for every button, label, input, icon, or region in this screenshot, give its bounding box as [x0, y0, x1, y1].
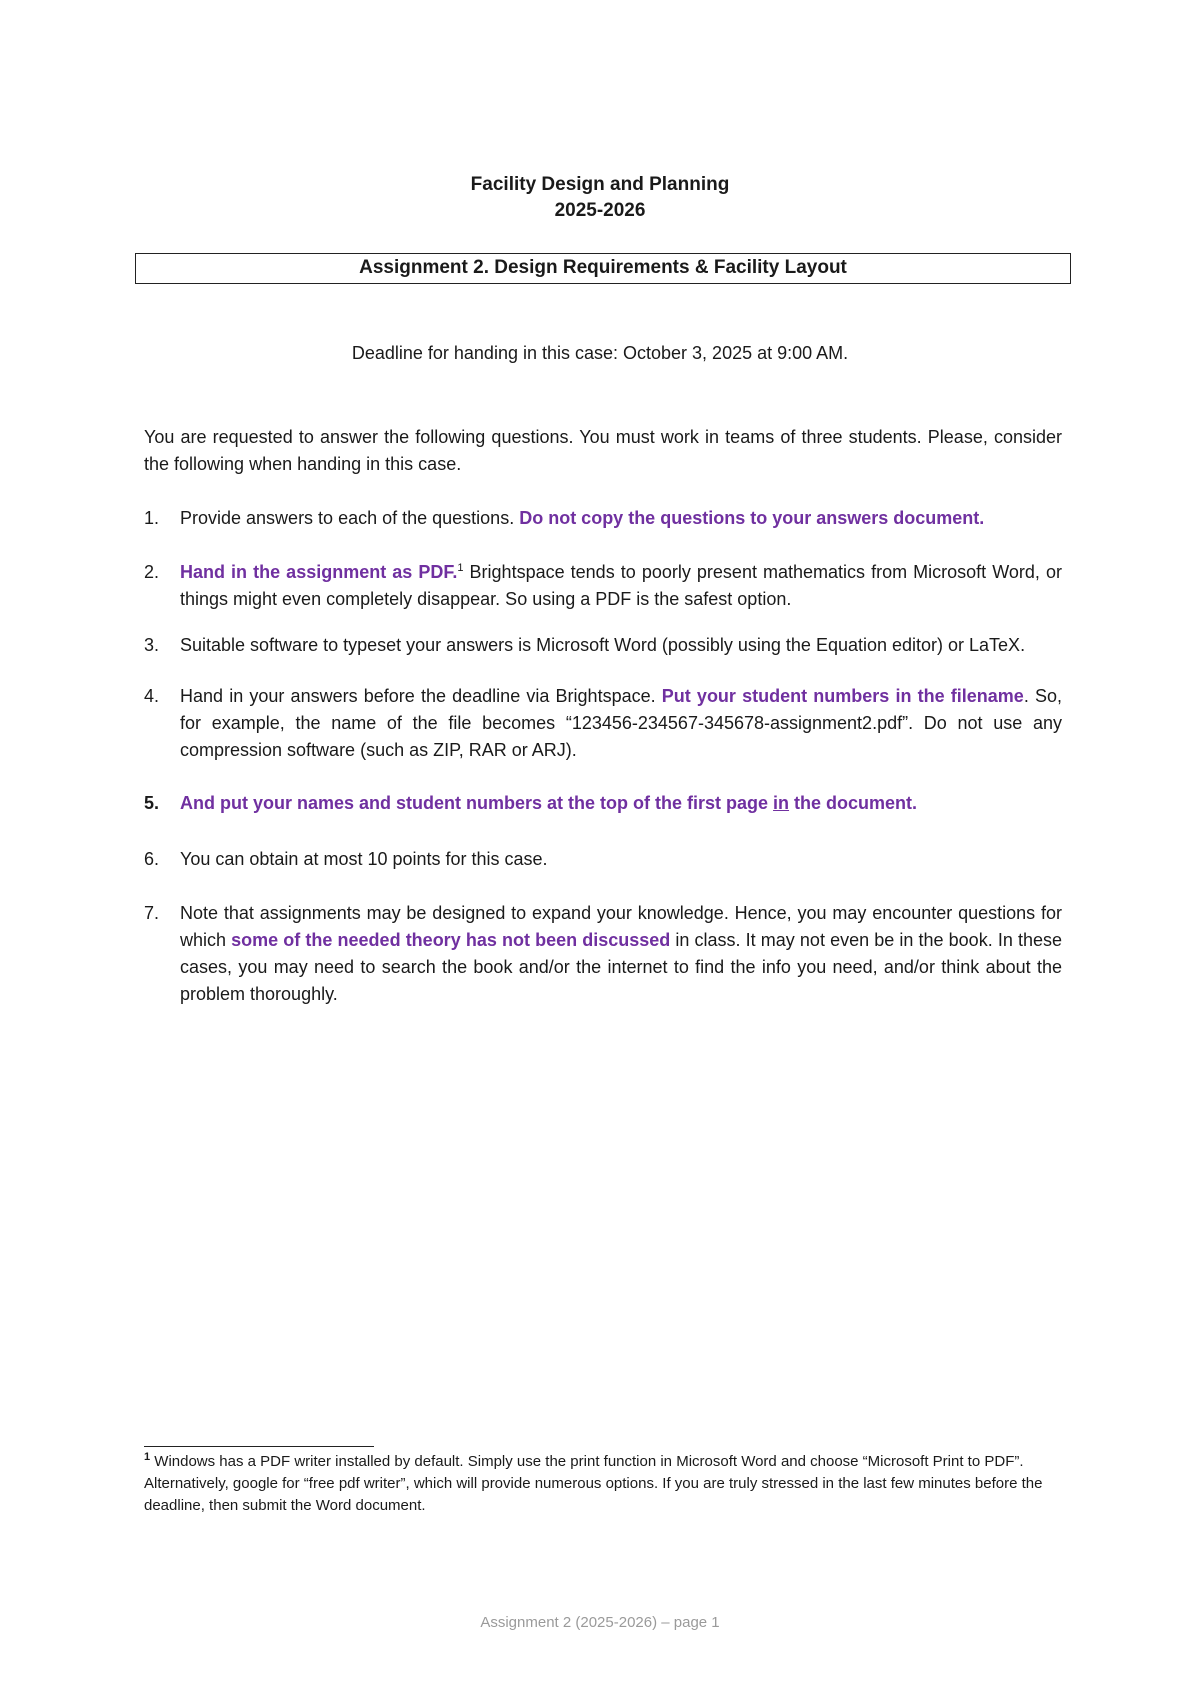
item-text: . So, for example, the name of the file becomes “123456-234567-345678-assignment2.pdf”. Do not use any compression software (such as ZIP, RAR or ARJ). [180, 686, 1062, 760]
item-text: You can obtain at most 10 points for this case. [180, 849, 548, 869]
list-item [144, 900, 1062, 1008]
list-item [144, 790, 1062, 817]
footnote-separator [144, 1446, 374, 1447]
page-footer: Assignment 2 (2025-2026) – page 1 [480, 1614, 720, 1631]
item-emphasis: And put your names and student numbers at the top of the first page [180, 793, 774, 813]
item-emphasis-underlined: in [773, 793, 790, 813]
assignment-title-box: Assignment 2. Design Requirements & Facility Layout [135, 253, 1071, 284]
list-number: 4. [144, 686, 160, 706]
item-emphasis: some of the needed theory has not been discussed [231, 930, 671, 950]
item-text: Provide answers to each of the questions. [180, 508, 520, 528]
item-text: Suitable software to typeset your answers is Microsoft Word (possibly using the Equation editor) or LaTeX. [180, 635, 1026, 655]
list-number: 6. [144, 849, 160, 869]
list-number: 1. [144, 508, 160, 528]
footnote-marker: 1 [144, 1451, 151, 1463]
deadline-text: Deadline for handing in this case: October 3, 2025 at 9:00 AM. [351, 343, 849, 363]
footnote-reference: 1 [457, 562, 464, 574]
list-item [144, 505, 1062, 532]
academic-year: 2025-2026 [554, 200, 646, 221]
list-number: 2. [144, 562, 160, 582]
list-item [144, 683, 1062, 764]
list-item [144, 559, 1062, 613]
item-text: Note that assignments may be designed to expand your knowledge. Hence, you may encounter questions for which [180, 903, 1062, 950]
item-text: in class. It may not even be in the book. In these cases, you may need to search the book and/or the internet to find the info you need, and/or think about the problem thoroughly. [180, 930, 1062, 1004]
item-emphasis: Hand in the assignment as PDF. [180, 562, 458, 582]
item-text: Hand in your answers before the deadline via Brightspace. [180, 686, 662, 706]
item-emphasis: Do not copy the questions to your answers document. [519, 508, 985, 528]
list-number: 3. [144, 635, 160, 655]
intro-paragraph: You are requested to answer the following questions. You must work in teams of three students. Please, consider the following when handing in this case. [144, 427, 1062, 474]
item-emphasis: the document. [789, 793, 918, 813]
list-number: 5. [144, 793, 160, 813]
footnote [144, 1451, 1062, 1517]
item-text: Brightspace tends to poorly present mathematics from Microsoft Word, or things might even completely disappear. So using a PDF is the safest option. [180, 562, 1062, 609]
list-number: 7. [144, 903, 160, 923]
course-title: Facility Design and Planning [470, 174, 730, 195]
instructions-list [144, 505, 1062, 1008]
list-item [144, 846, 1062, 873]
item-emphasis: Put your student numbers in the filename [661, 686, 1024, 706]
list-item [144, 632, 1062, 659]
footnote-text: Windows has a PDF writer installed by default. Simply use the print function in Microsoft Word and choose “Microsoft Print to PDF”. Alternatively, google for “free pdf writer”, which will provide numerous options. If you are truly stressed in the last few minutes before the deadline, then submit the Word document. [144, 1453, 1043, 1514]
